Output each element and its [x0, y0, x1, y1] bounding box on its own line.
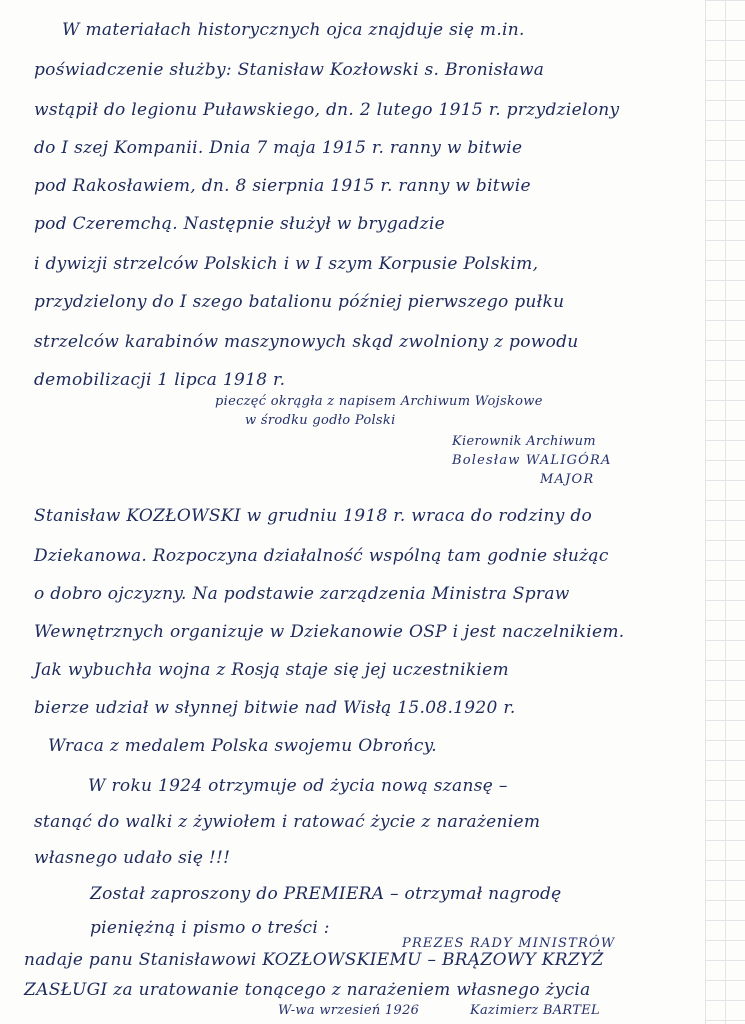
premier-signature-title: PREZES RADY MINISTRÓW: [402, 936, 616, 951]
letter-line: Dziekanowa. Rozpoczyna działalność wspólną tam godnie służąc: [34, 546, 609, 566]
letter-line: Wraca z medalem Polska swojemu Obrońcy.: [48, 736, 438, 756]
letter-line: stanąć do walki z żywiołem i ratować życie z narażeniem: [34, 812, 541, 832]
letter-line: o dobro ojczyzny. Na podstawie zarządzenia Ministra Spraw: [34, 584, 570, 604]
letter-line: Jak wybuchła wojna z Rosją staje się jej uczestnikiem: [34, 660, 509, 680]
letter-line: bierze udział w słynnej bitwie nad Wisłą 15.08.1920 r.: [34, 698, 516, 718]
letter-line: i dywizji strzelców Polskich i w I szym Korpusie Polskim,: [34, 254, 539, 274]
letter-line: Wewnętrznych organizuje w Dziekanowie OSP i jest naczelnikiem.: [34, 622, 625, 642]
stamp-note-line: pieczęć okrągła z napisem Archiwum Wojskowe: [215, 394, 543, 409]
letter-line: poświadczenie służby: Stanisław Kozłowski s. Bronisława: [34, 60, 545, 80]
letter-line: własnego udało się !!!: [34, 848, 231, 868]
letter-line: przydzielony do I szego batalionu później pierwszego pułku: [34, 292, 565, 312]
letter-line: demobilizacji 1 lipca 1918 r.: [34, 370, 286, 390]
letter-line: W materiałach historycznych ojca znajduje się m.in.: [62, 20, 525, 40]
award-line: ZASŁUGI za uratowanie tonącego z narażeniem własnego życia: [24, 980, 591, 1000]
letter-line: Został zaproszony do PREMIERA – otrzymał nagrodę: [90, 884, 562, 904]
letter-line: pod Czeremchą. Następnie służył w brygadzie: [34, 214, 445, 234]
letter-line: do I szej Kompanii. Dnia 7 maja 1915 r. ranny w bitwie: [34, 138, 523, 158]
letter-line: pod Rakosławiem, dn. 8 sierpnia 1915 r. ranny w bitwie: [34, 176, 531, 196]
letter-line: wstąpił do legionu Puławskiego, dn. 2 lutego 1915 r. przydzielony: [34, 100, 620, 120]
letter-line: Stanisław KOZŁOWSKI w grudniu 1918 r. wraca do rodziny do: [34, 506, 593, 526]
archive-signature-line: Kierownik Archiwum: [452, 434, 596, 449]
letter-date: W-wa wrzesień 1926: [278, 1003, 420, 1018]
archive-signature-line: MAJOR: [540, 472, 595, 487]
graph-paper-edge: [705, 0, 745, 1024]
letter-line: pieniężną i pismo o treści :: [90, 918, 330, 938]
letter-line: W roku 1924 otrzymuje od życia nową szansę –: [88, 776, 508, 796]
archive-signature-line: Bolesław WALIGÓRA: [452, 453, 612, 468]
stamp-note-line: w środku godło Polski: [245, 413, 396, 428]
premier-signature-name: Kazimierz BARTEL: [470, 1003, 600, 1018]
award-line: nadaje panu Stanisławowi KOZŁOWSKIEMU – BRĄZOWY KRZYŻ: [24, 950, 604, 970]
letter-line: strzelców karabinów maszynowych skąd zwolniony z powodu: [34, 332, 579, 352]
